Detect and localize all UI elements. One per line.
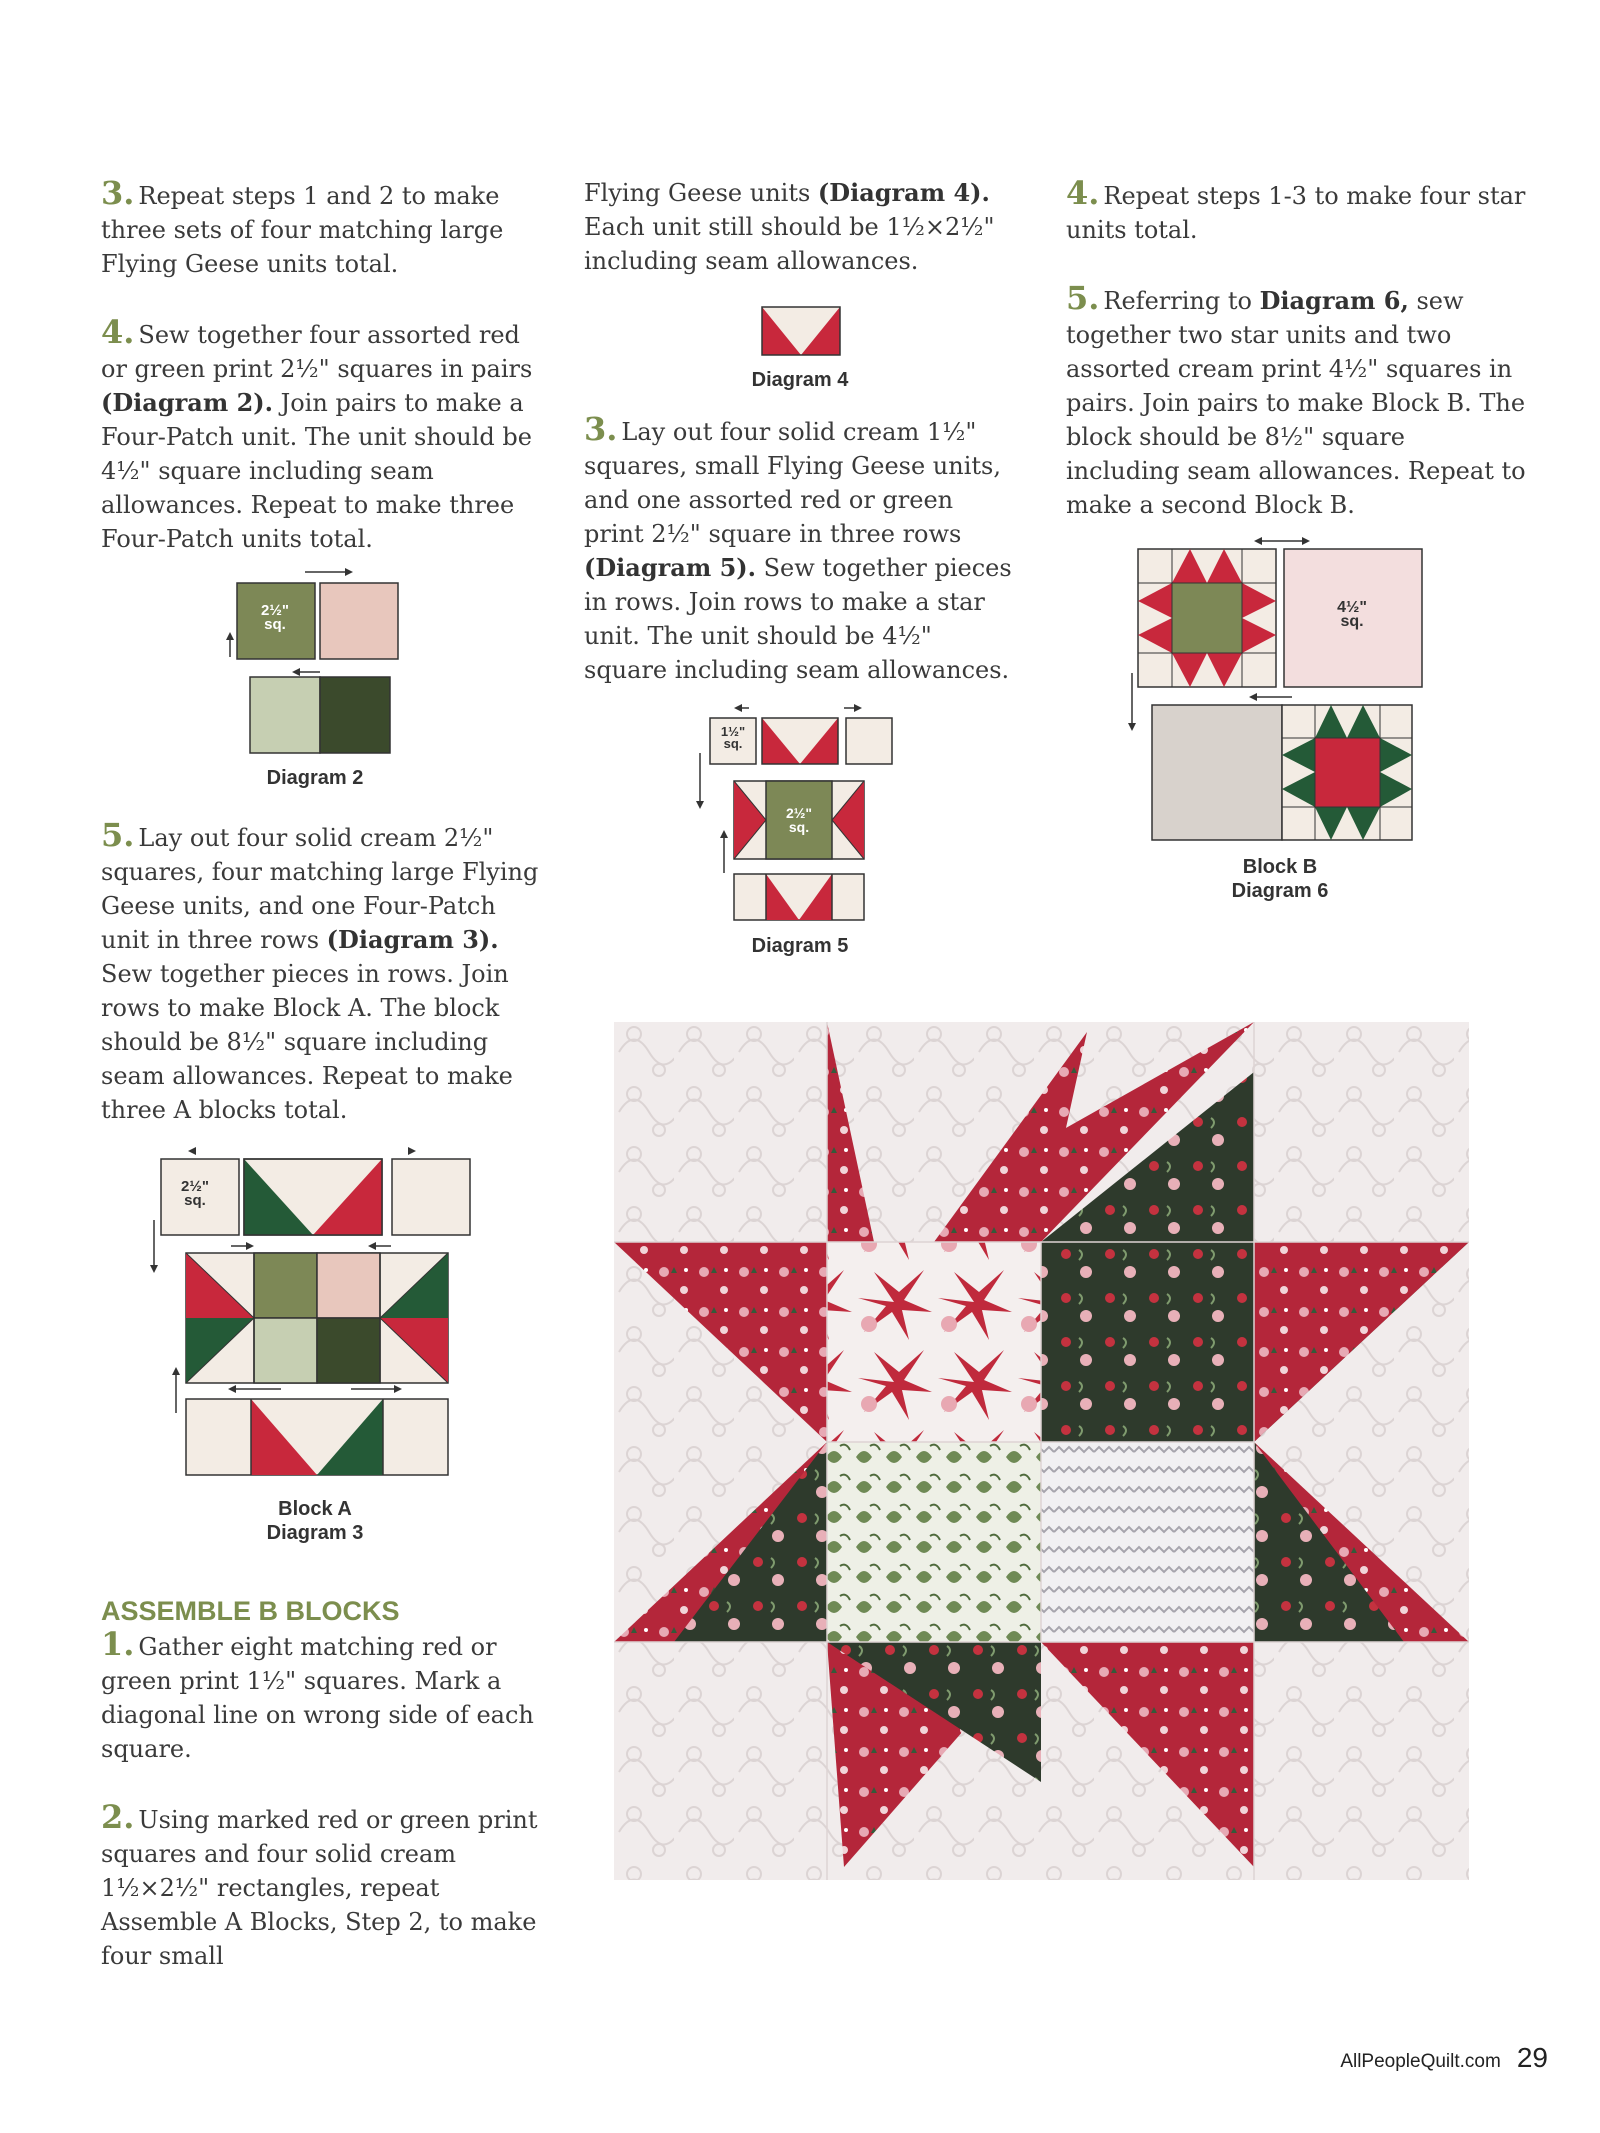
diagram-6 — [1122, 533, 1462, 843]
b-step-1: 1. Gather eight matching red or green print 1½" squares. Mark a diagonal line on wrong side of each square. — [101, 1625, 534, 1763]
step-4-col3: 4. Repeat steps 1-3 to make four star units total. — [1066, 174, 1526, 244]
diagram-4 — [762, 307, 840, 355]
step-4-col1: 4. Sew together four assorted red or green print 2½" squares in pairs (Diagram 2). Join pairs to make a Four-Patch unit. The unit should be 4½" square including seam allowances. Repeat to make three Four-Patch units total. — [101, 313, 533, 553]
page-number: 29 — [1516, 2042, 1548, 2073]
diagram-2-size-label: 2½" sq. — [261, 602, 289, 633]
diagram-2 — [225, 565, 415, 755]
step-3-col1: 3. Repeat steps 1 and 2 to make three sets of four matching large Flying Geese units total. — [101, 174, 504, 278]
column-1 — [101, 176, 551, 590]
column-3 — [1066, 176, 1526, 556]
diagram-3-size-label: 2½" sq. — [181, 1178, 209, 1209]
diagram-5-small-label: 1½" sq. — [720, 724, 746, 751]
footer-site: AllPeopleQuilt.com — [1340, 2051, 1501, 2072]
diagram-5-caption: Diagram 5 — [751, 935, 849, 957]
quilt-block-photo — [614, 1022, 1469, 1880]
step-5-col3: 5. Referring to Diagram 6, sew together two star units and two assorted cream print 4½" squares in pairs. Join pairs to make Block B. The block should be 8½" square including seam allowances. Repeat to make a second Block B. — [1066, 279, 1526, 519]
col2-continued: Flying Geese units (Diagram 4). Each unit still should be 1½×2½" including seam allowances. — [584, 178, 995, 275]
diagram-4-caption: Diagram 4 — [751, 369, 849, 391]
column-2-step3 — [584, 412, 1014, 721]
column-1-section-b — [101, 1596, 551, 2007]
diagram-2-caption: Diagram 2 — [266, 767, 364, 789]
column-2 — [584, 176, 1014, 312]
diagram-3-caption: Block A Diagram 3 — [266, 1498, 364, 1544]
diagram-6-size-label: 4½" sq. — [1337, 599, 1367, 630]
column-1-step5 — [101, 818, 551, 1161]
step-5-col1: 5. Lay out four solid cream 2½" squares, four matching large Flying Geese units, and one Four-Patch unit in three rows (Diagram 3). Sew together pieces in rows. Join rows to make Block A. The block should be 8½" square including seam allowances. Repeat to make three A blocks total. — [101, 816, 539, 1124]
b-step-2: 2. Using marked red or green print squares and four solid cream 1½×2½" rectangles, repeat Assemble A Blocks, Step 2, to make four small — [101, 1798, 538, 1970]
page-footer — [1340, 2042, 1548, 2074]
diagram-6-caption: Block B Diagram 6 — [1231, 856, 1329, 902]
section-heading-assemble-b: ASSEMBLE B BLOCKS — [101, 1596, 400, 1626]
diagram-5-center-label: 2½" sq. — [785, 805, 813, 835]
step-3-col2: 3. Lay out four solid cream 1½" squares, small Flying Geese units, and one assorted red or green print 2½" square in three rows (Diagram 5). Sew together pieces in rows. Join rows to make a star unit. The unit should be 4½" square including seam allowances. — [584, 410, 1012, 684]
